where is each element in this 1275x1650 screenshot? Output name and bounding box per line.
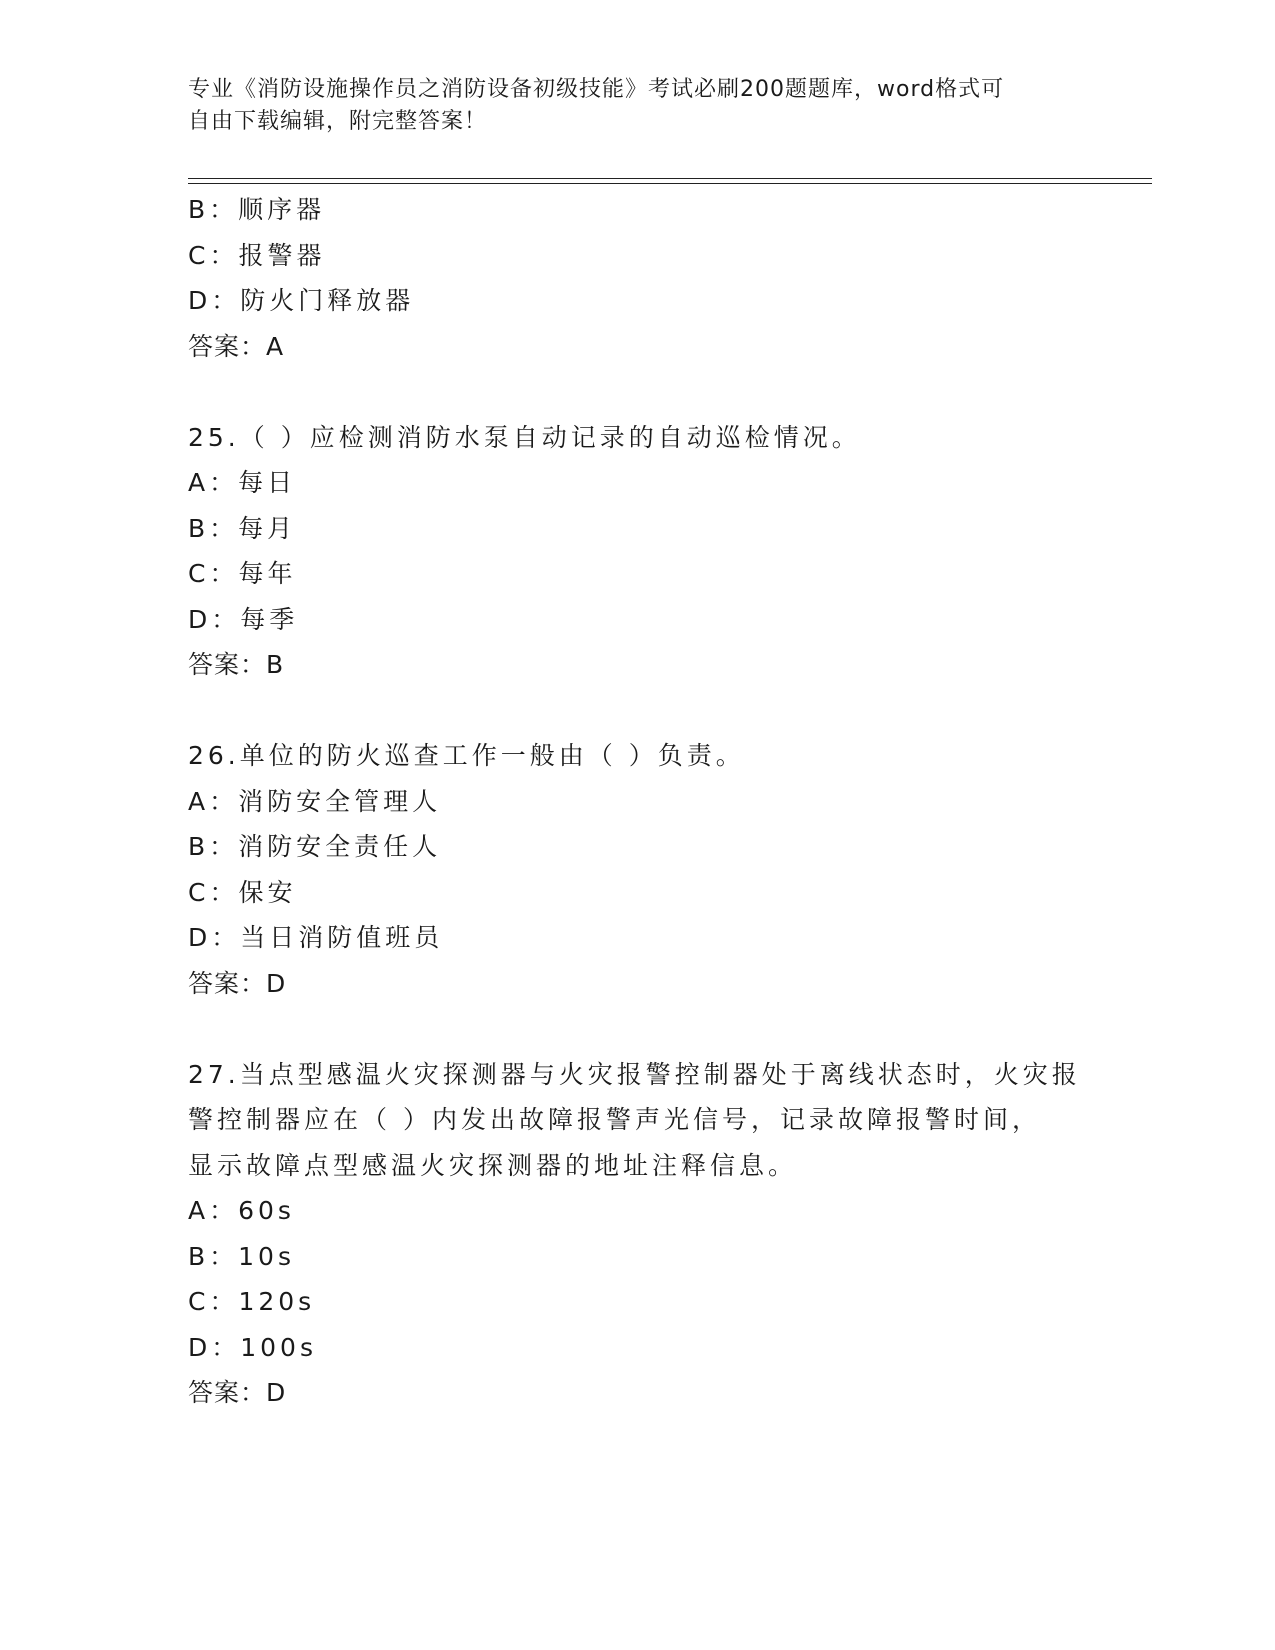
header-line-1: 专业《消防设施操作员之消防设备初级技能》考试必刷200题题库，word格式可	[188, 77, 1005, 102]
question-list	[188, 187, 1088, 1416]
header-divider-top	[188, 178, 1152, 179]
question-text: 26.单位的防火巡查工作一般由（ ）负责。	[188, 741, 745, 770]
question-text-line-3: 显示故障点型感温火灾探测器的地址注释信息。	[188, 1150, 798, 1180]
question-text: 25.（ ）应检测消防水泵自动记录的自动巡检情况。	[188, 422, 861, 452]
answer: 答案：D	[188, 968, 287, 998]
option-d: D：防火门释放器	[188, 286, 415, 315]
option-b: B：顺序器	[188, 195, 326, 224]
option-a: A：60s	[188, 1196, 295, 1225]
option-d: D：当日消防值班员	[188, 923, 444, 952]
document-header	[188, 74, 1068, 138]
option-b: B：消防安全责任人	[188, 832, 442, 861]
option-c: C：保安	[188, 877, 297, 907]
header-line-2: 自由下载编辑，附完整答案！	[188, 109, 488, 134]
question-text-line-1: 27.当点型感温火灾探测器与火灾报警控制器处于离线状态时，火灾报	[188, 1059, 1081, 1089]
question-block-27	[188, 1052, 1088, 1416]
option-c: C：报警器	[188, 240, 326, 270]
option-c: C：每年	[188, 559, 297, 588]
option-a: A：消防安全管理人	[188, 786, 442, 816]
option-a: A：每日	[188, 468, 297, 497]
answer: 答案：B	[188, 650, 285, 679]
question-block-26	[188, 733, 1088, 1006]
header-divider-bottom	[188, 183, 1152, 184]
question-text-line-2: 警控制器应在（ ）内发出故障报警声光信号，记录故障报警时间，	[188, 1105, 1041, 1134]
answer: 答案：A	[188, 331, 285, 361]
option-d: D：100s	[188, 1332, 317, 1362]
question-block-24	[188, 187, 1088, 369]
option-d: D：每季	[188, 604, 299, 634]
option-b: B：每月	[188, 513, 297, 543]
question-block-25	[188, 415, 1088, 688]
answer: 答案：D	[188, 1378, 287, 1407]
option-b: B：10s	[188, 1241, 295, 1271]
option-c: C：120s	[188, 1287, 316, 1316]
